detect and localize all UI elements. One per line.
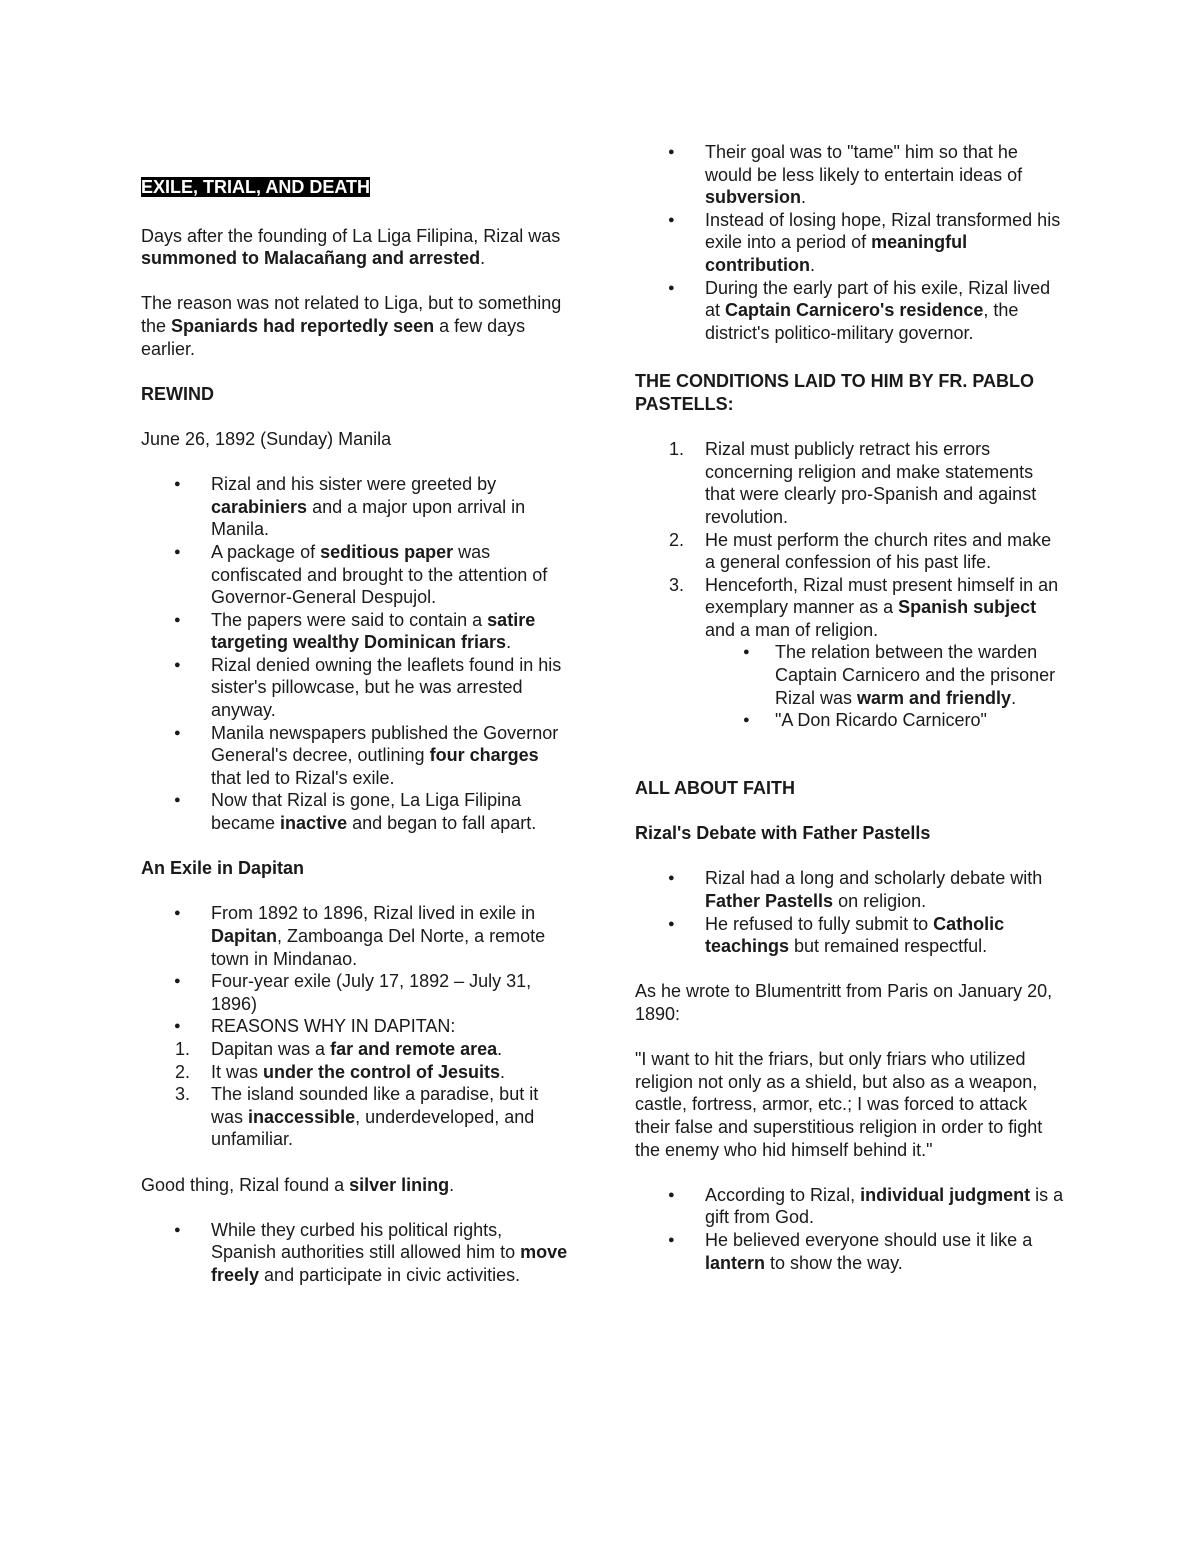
text: on religion. [833,891,927,911]
bold-text: inactive [280,813,348,834]
text: and participate in civic activities. [259,1264,521,1285]
numbered-item [175,1061,569,1084]
text: Their goal was to "tame" him so that he would be less likely to entertain ideas of [705,142,1023,185]
bold-text: carabiniers [211,496,308,517]
numbered-item [669,574,1065,642]
left-column [141,176,569,1287]
judgment-list [635,1184,1065,1274]
text: Dapitan was a [211,1038,331,1059]
item-number: 3. [175,1084,191,1105]
bold-text: meaningful contribution [705,232,968,275]
list-item [211,970,569,1015]
bold-text: subversion [705,187,802,208]
bold-text: Father Pastells [705,891,834,911]
text: Four-year exile (July 17, 1892 – July 31, 1896) [211,971,532,1014]
debate-heading: Rizal's Debate with Father Pastells [635,823,931,844]
numbered-item [175,1083,569,1151]
quote-paragraph: "I want to hit the friars, but only friars who utilized religion not only as a shield, but also as a weapon, castle, fortress, armor, etc.; I was forced to attack their false and superstitious religion in order to fight the enemy who hid himself behind it." [635,1049,1043,1160]
text: . [1011,687,1017,708]
rewind-list [141,473,569,835]
text: During the early part of his exile, Rizal lived at [705,277,1051,321]
bold-text: lantern [705,1252,766,1273]
list-item [705,1184,1065,1229]
text: A package of [211,541,321,562]
text: . [497,1038,503,1059]
list-item [211,1219,569,1287]
page-title: EXILE, TRIAL, AND DEATH [141,177,370,197]
numbered-item [669,529,1065,574]
item-number: 3. [669,574,685,595]
list-item [775,641,1065,709]
text: Rizal must publicly retract his errors concerning religion and make statements that were clearly pro-Spanish and against revolution. [705,439,1037,527]
text: Rizal had a long and scholarly debate with [705,868,1043,889]
page-title-line [141,176,569,199]
text: . [801,187,807,208]
list-item [211,609,569,654]
item-number: 2. [175,1061,191,1082]
text: Henceforth, Rizal must present himself in an exemplary manner as a [705,574,1059,618]
text: that led to Rizal's exile. [211,767,395,788]
conditions-sublist [635,641,1065,731]
text: , underdeveloped, and unfamiliar. [211,1106,535,1150]
text: The island sounded like a paradise, but it was [211,1084,539,1127]
bold-text: inaccessible [248,1106,356,1127]
conditions-heading: THE CONDITIONS LAID TO HIM BY FR. PABLO PASTELLS: [635,371,1035,414]
list-item [705,1229,1065,1274]
text: REASONS WHY IN DAPITAN: [211,1016,456,1037]
intro-paragraph-1: Days after the founding of La Liga Filipina, Rizal was summoned to Malacañang and arrested. [141,225,561,269]
conditions-list [635,438,1065,641]
text: . [506,632,512,653]
text: While they curbed his political rights, Spanish authorities still allowed him to [211,1219,521,1263]
list-item [211,654,569,722]
right-column [635,141,1065,1274]
bold-text: seditious paper [320,541,454,562]
text: The papers were said to contain a [211,609,488,630]
text: but remained respectful. [789,936,988,957]
text: Rizal and his sister were greeted by [211,474,497,495]
rewind-heading: REWIND [141,383,214,404]
text: He believed everyone should use it like a [705,1229,1033,1250]
item-number: 2. [669,529,685,550]
text: is a gift from God. [705,1184,1064,1228]
silver-lining-paragraph: Good thing, Rizal found a silver lining. [141,1174,455,1195]
list-item [705,277,1065,345]
text: and a major upon arrival in Manila. [211,496,526,540]
exile-heading: An Exile in Dapitan [141,858,305,879]
text: and a man of religion. [705,619,879,640]
text: Now that Rizal is gone, La Liga Filipina became [211,790,522,834]
silver-lining-list [141,1219,569,1287]
list-item [211,722,569,790]
blumentritt-paragraph: As he wrote to Blumentritt from Paris on January 20, 1890: [635,981,1053,1024]
list-item [211,541,569,609]
text: . [809,254,815,275]
text: From 1892 to 1896, Rizal lived in exile in [211,903,536,924]
text: It was [211,1061,264,1082]
bold-text: satire targeting wealthy Dominican friars [211,609,536,653]
bold-text: warm and friendly [857,687,1012,708]
list-item [705,867,1065,912]
list-item [211,902,569,970]
item-number: 1. [175,1038,191,1059]
text: He must perform the church rites and make a general confession of his past life. [705,529,1052,573]
text: to show the way. [765,1252,903,1273]
text: "A Don Ricardo Carnicero" [775,710,987,731]
list-item [705,209,1065,277]
bold-text: individual judgment [860,1184,1031,1205]
bold-text: Catholic teachings [705,913,1005,957]
bold-text: move freely [211,1242,568,1285]
item-number: 1. [669,439,685,460]
list-item [705,141,1065,209]
text: Instead of losing hope, Rizal transformed his exile into a period of [705,209,1061,253]
text: , Zamboanga Del Norte, a remote town in Mindanao. [211,926,546,969]
list-item [705,913,1065,958]
list-item [775,709,1065,732]
rewind-date: June 26, 1892 (Sunday) Manila [141,428,392,449]
text: According to Rizal, [705,1184,861,1205]
bold-text: four charges [429,745,539,766]
text: was confiscated and brought to the attention of Governor-General Despujol. [211,541,548,608]
bold-text: Dapitan [211,926,278,946]
list-item [211,1015,569,1038]
bold-text: Spanish subject [898,597,1037,618]
text: , the district's politico-military governor. [705,300,1019,343]
numbered-item [175,1038,569,1061]
bold-text: far and remote area [330,1038,498,1059]
faith-heading: ALL ABOUT FAITH [635,778,795,799]
bold-text: under the control of Jesuits [263,1061,501,1082]
list-item [211,473,569,541]
text: The relation between the warden Captain Carnicero and the prisoner Rizal was [775,642,1056,708]
text: and began to fall apart. [347,813,537,834]
numbered-item [669,438,1065,528]
text: Rizal denied owning the leaflets found in his sister's pillowcase, but he was arrested anyway. [211,654,562,721]
bold-text: Captain Carnicero's residence [725,300,984,321]
debate-list [635,867,1065,957]
intro-paragraph-2: The reason was not related to Liga, but to something the Spaniards had reportedly seen a few days earlier. [141,293,562,359]
text: Manila newspapers published the Governor General's decree, outlining [211,722,559,766]
goal-list [635,141,1065,344]
text: . [500,1061,506,1082]
reasons-list [141,1038,569,1151]
exile-list [141,902,569,1038]
text: He refused to fully submit to [705,913,934,934]
list-item [211,789,569,834]
